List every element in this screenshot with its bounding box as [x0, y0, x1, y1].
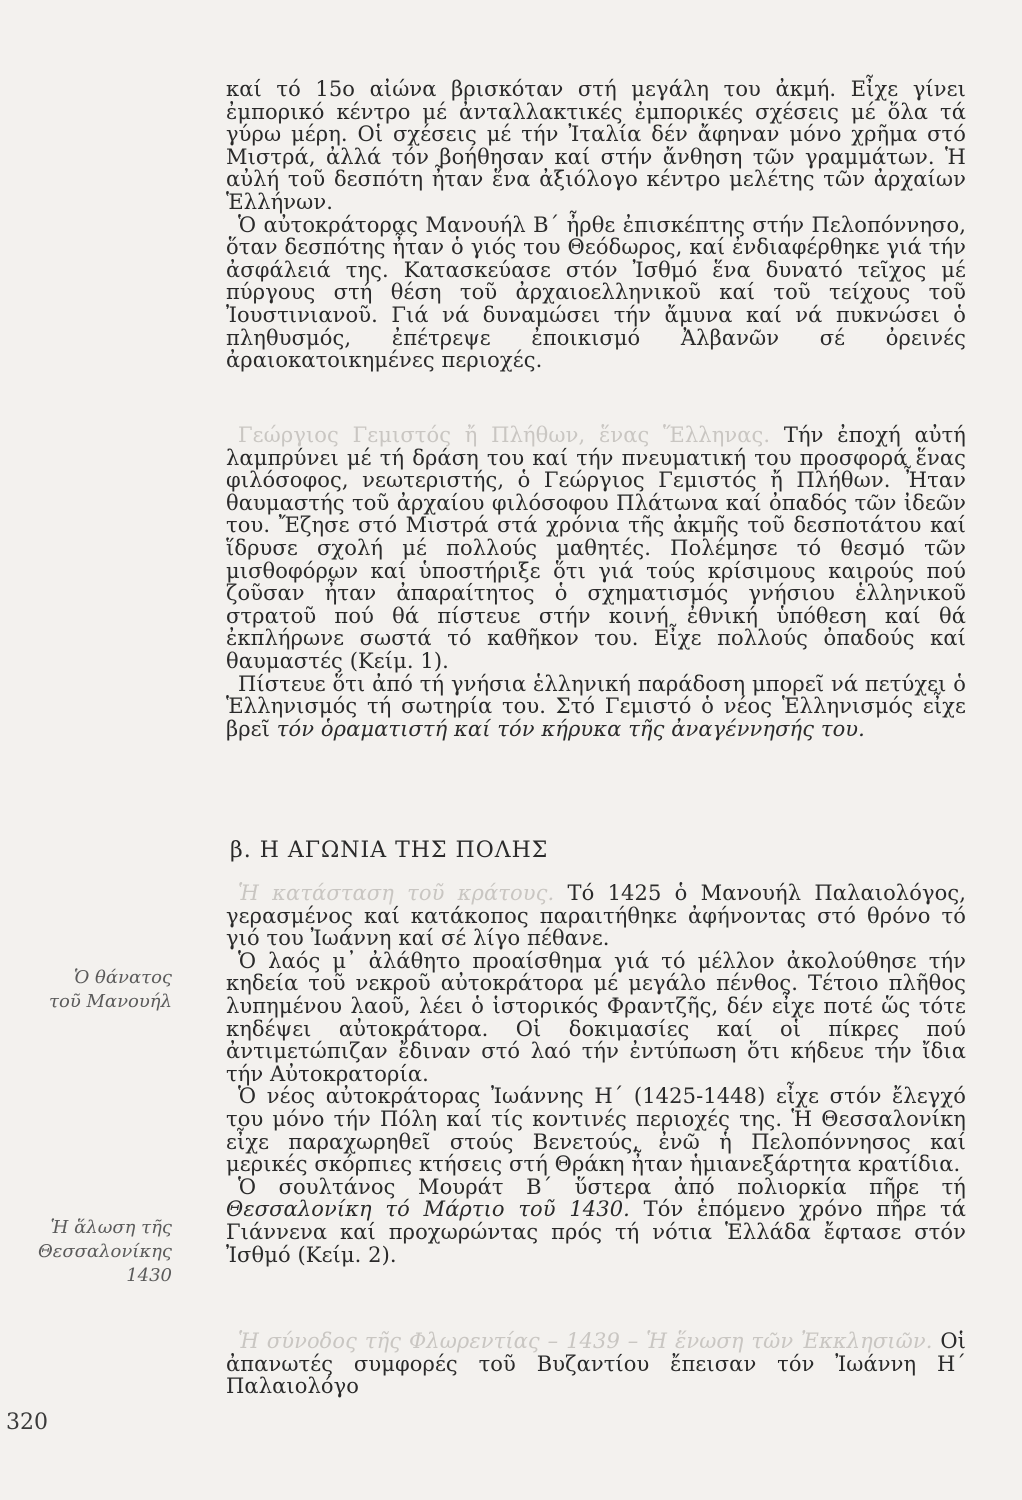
- paragraph: Ἡ κατάσταση τοῦ κράτους. Τό 1425 ὁ Μανουήλ Παλαιολόγος, γερασμένος καί κατάκοπος παραιτήθηκε ἀφήνοντας στό θρόνο τό γιό του Ἰωάννη καί σέ λίγο πέθανε.: [226, 881, 966, 951]
- emphasis: Θεσσαλονίκη τό Μάρτιο τοῦ 1430.: [226, 1197, 630, 1222]
- side-heading: Ἡ κατάσταση τοῦ κράτους.: [238, 881, 555, 905]
- paragraph: Ὁ λαός μ᾿ ἀλάθητο προαίσθημα γιά τό μέλλον ἀκολούθησε τήν κηδεία τοῦ νεκροῦ αὐτοκράτορα μέ μεγάλο πένθος. Τέτοιο πλῆθος λυπημένου λαοῦ, λέει ὁ ἱστορικός Φραντζῆς, δέν εἶχε ποτέ ὥς τότε κηδέψει αὐτοκράτορα. Οἱ δοκιμασίες καί οἱ πίκρες πού ἀντιμετώπιζαν ἔδιναν στό λαό τήν ἐντύπωση ὅτι κήδευε τήν ἴδια τήν Αὐτοκρατορία.: [226, 948, 966, 1086]
- page-number: 320: [6, 1410, 48, 1435]
- text-block-gemistos: [226, 424, 966, 740]
- margin-note-fall-of-thessaloniki: Ἡ ἅλωση τῆς Θεσσαλονίκης 1430: [37, 1217, 172, 1286]
- margin-note-death-of-manuel: Ὁ θάνατος τοῦ Μανουήλ: [49, 967, 172, 1012]
- paragraph: καί τό 15ο αἰώνα βρισκόταν στή μεγάλη του ἀκμή. Εἶχε γίνει ἐμπορικό κέντρο μέ ἀνταλλακτικές ἐμπορικές σχέσεις μέ ὅλα τά γύρω μέρη. Οἱ σχέσεις μέ τήν Ἰταλία δέν ἄφηναν μόνο χρῆμα στό Μιστρά, ἀλλά τόν βοήθησαν καί στήν ἄνθηση τῶν γραμμάτων. Ἡ αὐλή τοῦ δεσπότη ἦταν ἕνα ἀξιόλογο κέντρο μελέτης τῶν ἀρχαίων Ἑλλήνων.: [226, 77, 966, 214]
- side-heading: Γεώργιος Γεμιστός ἤ Πλήθων, ἕνας Ἕλληνας.: [238, 423, 771, 447]
- text-block-florence: [226, 1330, 966, 1398]
- paragraph: Ἡ σύνοδος τῆς Φλωρεντίας – 1439 – Ἡ ἕνωση τῶν Ἐκκλησιῶν. Οἱ ἀπανωτές συμφορές τοῦ Βυζαντίου ἔπεισαν τόν Ἰωάννη Η΄ Παλαιολόγο: [226, 1329, 966, 1399]
- text-block-mistras: [226, 78, 966, 372]
- paragraph: Ὁ αὐτοκράτορας Μανουήλ Β΄ ἦρθε ἐπισκέπτης στήν Πελοπόννησο, ὅταν δεσπότης ἦταν ὁ γιός του Θεόδωρος, καί ἐνδιαφέρθηκε γιά τήν ἀσφάλειά της. Κατασκεύασε στόν Ἰσθμό ἕνα δυνατό τεῖχος μέ πύργους στή θέση τοῦ ἀρχαιοελληνικοῦ καί τοῦ τείχους τοῦ Ἰουστινιανοῦ. Γιά νά δυναμώσει τήν ἄμυνα καί νά πυκνώσει ὁ πληθυσμός, ἐπέτρεψε ἐποικισμό Ἀλβανῶν σέ ὀρεινές ἀραιοκατοικημένες περιοχές.: [226, 212, 966, 373]
- paragraph: Πίστευε ὅτι ἀπό τή γνήσια ἑλληνική παράδοση μπορεῖ νά πετύχει ὁ Ἑλληνισμός τή σωτηρία του. Στό Γεμιστό ὁ νέος Ἑλληνισμός εἶχε βρεῖ τόν ὁραματιστή καί τόν κήρυκα τῆς ἀναγέννησής του.: [226, 671, 966, 741]
- paragraph: Ὁ σουλτάνος Μουράτ Β΄ ὕστερα ἀπό πολιορκία πῆρε τή Θεσσαλονίκη τό Μάρτιο τοῦ 1430. Τόν ἑπόμενο χρόνο πῆρε τά Γιάννενα καί προχωρώντας πρός τή νότια Ἑλλάδα ἔφτασε στόν Ἰσθμό (Κείμ. 2).: [226, 1174, 966, 1267]
- section-heading: β. Η ΑΓΩΝΙΑ ΤΗΣ ΠΟΛΗΣ: [230, 838, 549, 863]
- paragraph: Ὁ νέος αὐτοκράτορας Ἰωάννης Η΄ (1425-1448) εἶχε στόν ἔλεγχό του μόνο τήν Πόλη καί τίς κοντινές περιοχές της. Ἡ Θεσσαλονίκη εἶχε παραχωρηθεῖ στούς Βενετούς, ἐνῶ ἡ Πελοπόννησος καί μερικές σκόρπιες κτήσεις στή Θράκη ἦταν ἡμιανεξάρτητα κρατίδια.: [226, 1084, 966, 1177]
- paragraph: Γεώργιος Γεμιστός ἤ Πλήθων, ἕνας Ἕλληνας. Τήν ἐποχή αὐτή λαμπρύνει μέ τή δράση του καί τήν πνευματική του προσφορά ἕνας φιλόσοφος, νεωτεριστής, ὁ Γεώργιος Γεμιστός ἤ Πλήθων. Ἦταν θαυμαστής τοῦ ἀρχαίου φιλόσοφου Πλάτωνα καί ὀπαδός τῶν ἰδεῶν του. Ἔζησε στό Μιστρά στά χρόνια τῆς ἀκμῆς τοῦ δεσποτάτου καί ἵδρυσε σχολή μέ πολλούς μαθητές. Πολέμησε τό θεσμό τῶν μισθοφόρων καί ὑποστήριξε ὅτι γιά τούς κρίσιμους καιρούς πού ζοῦσαν ἦταν ἀπαραίτητος ὁ σχηματισμός γνήσιου ἑλληνικοῦ στρατοῦ πού θά πίστευε στήν κοινή ἐθνική ὑπόθεση καί θά ἐκπλήρωνε σωστά τό καθῆκον του. Εἶχε πολλούς ὀπαδούς καί θαυμαστές (Κείμ. 1).: [226, 423, 966, 673]
- emphasis: τόν ὁραματιστή καί τόν κήρυκα τῆς ἀναγέννησής του.: [276, 716, 865, 741]
- side-heading: Ἡ σύνοδος τῆς Φλωρεντίας – 1439 – Ἡ ἕνωση τῶν Ἐκκλησιῶν.: [238, 1329, 933, 1353]
- text-block-state: [226, 882, 966, 1266]
